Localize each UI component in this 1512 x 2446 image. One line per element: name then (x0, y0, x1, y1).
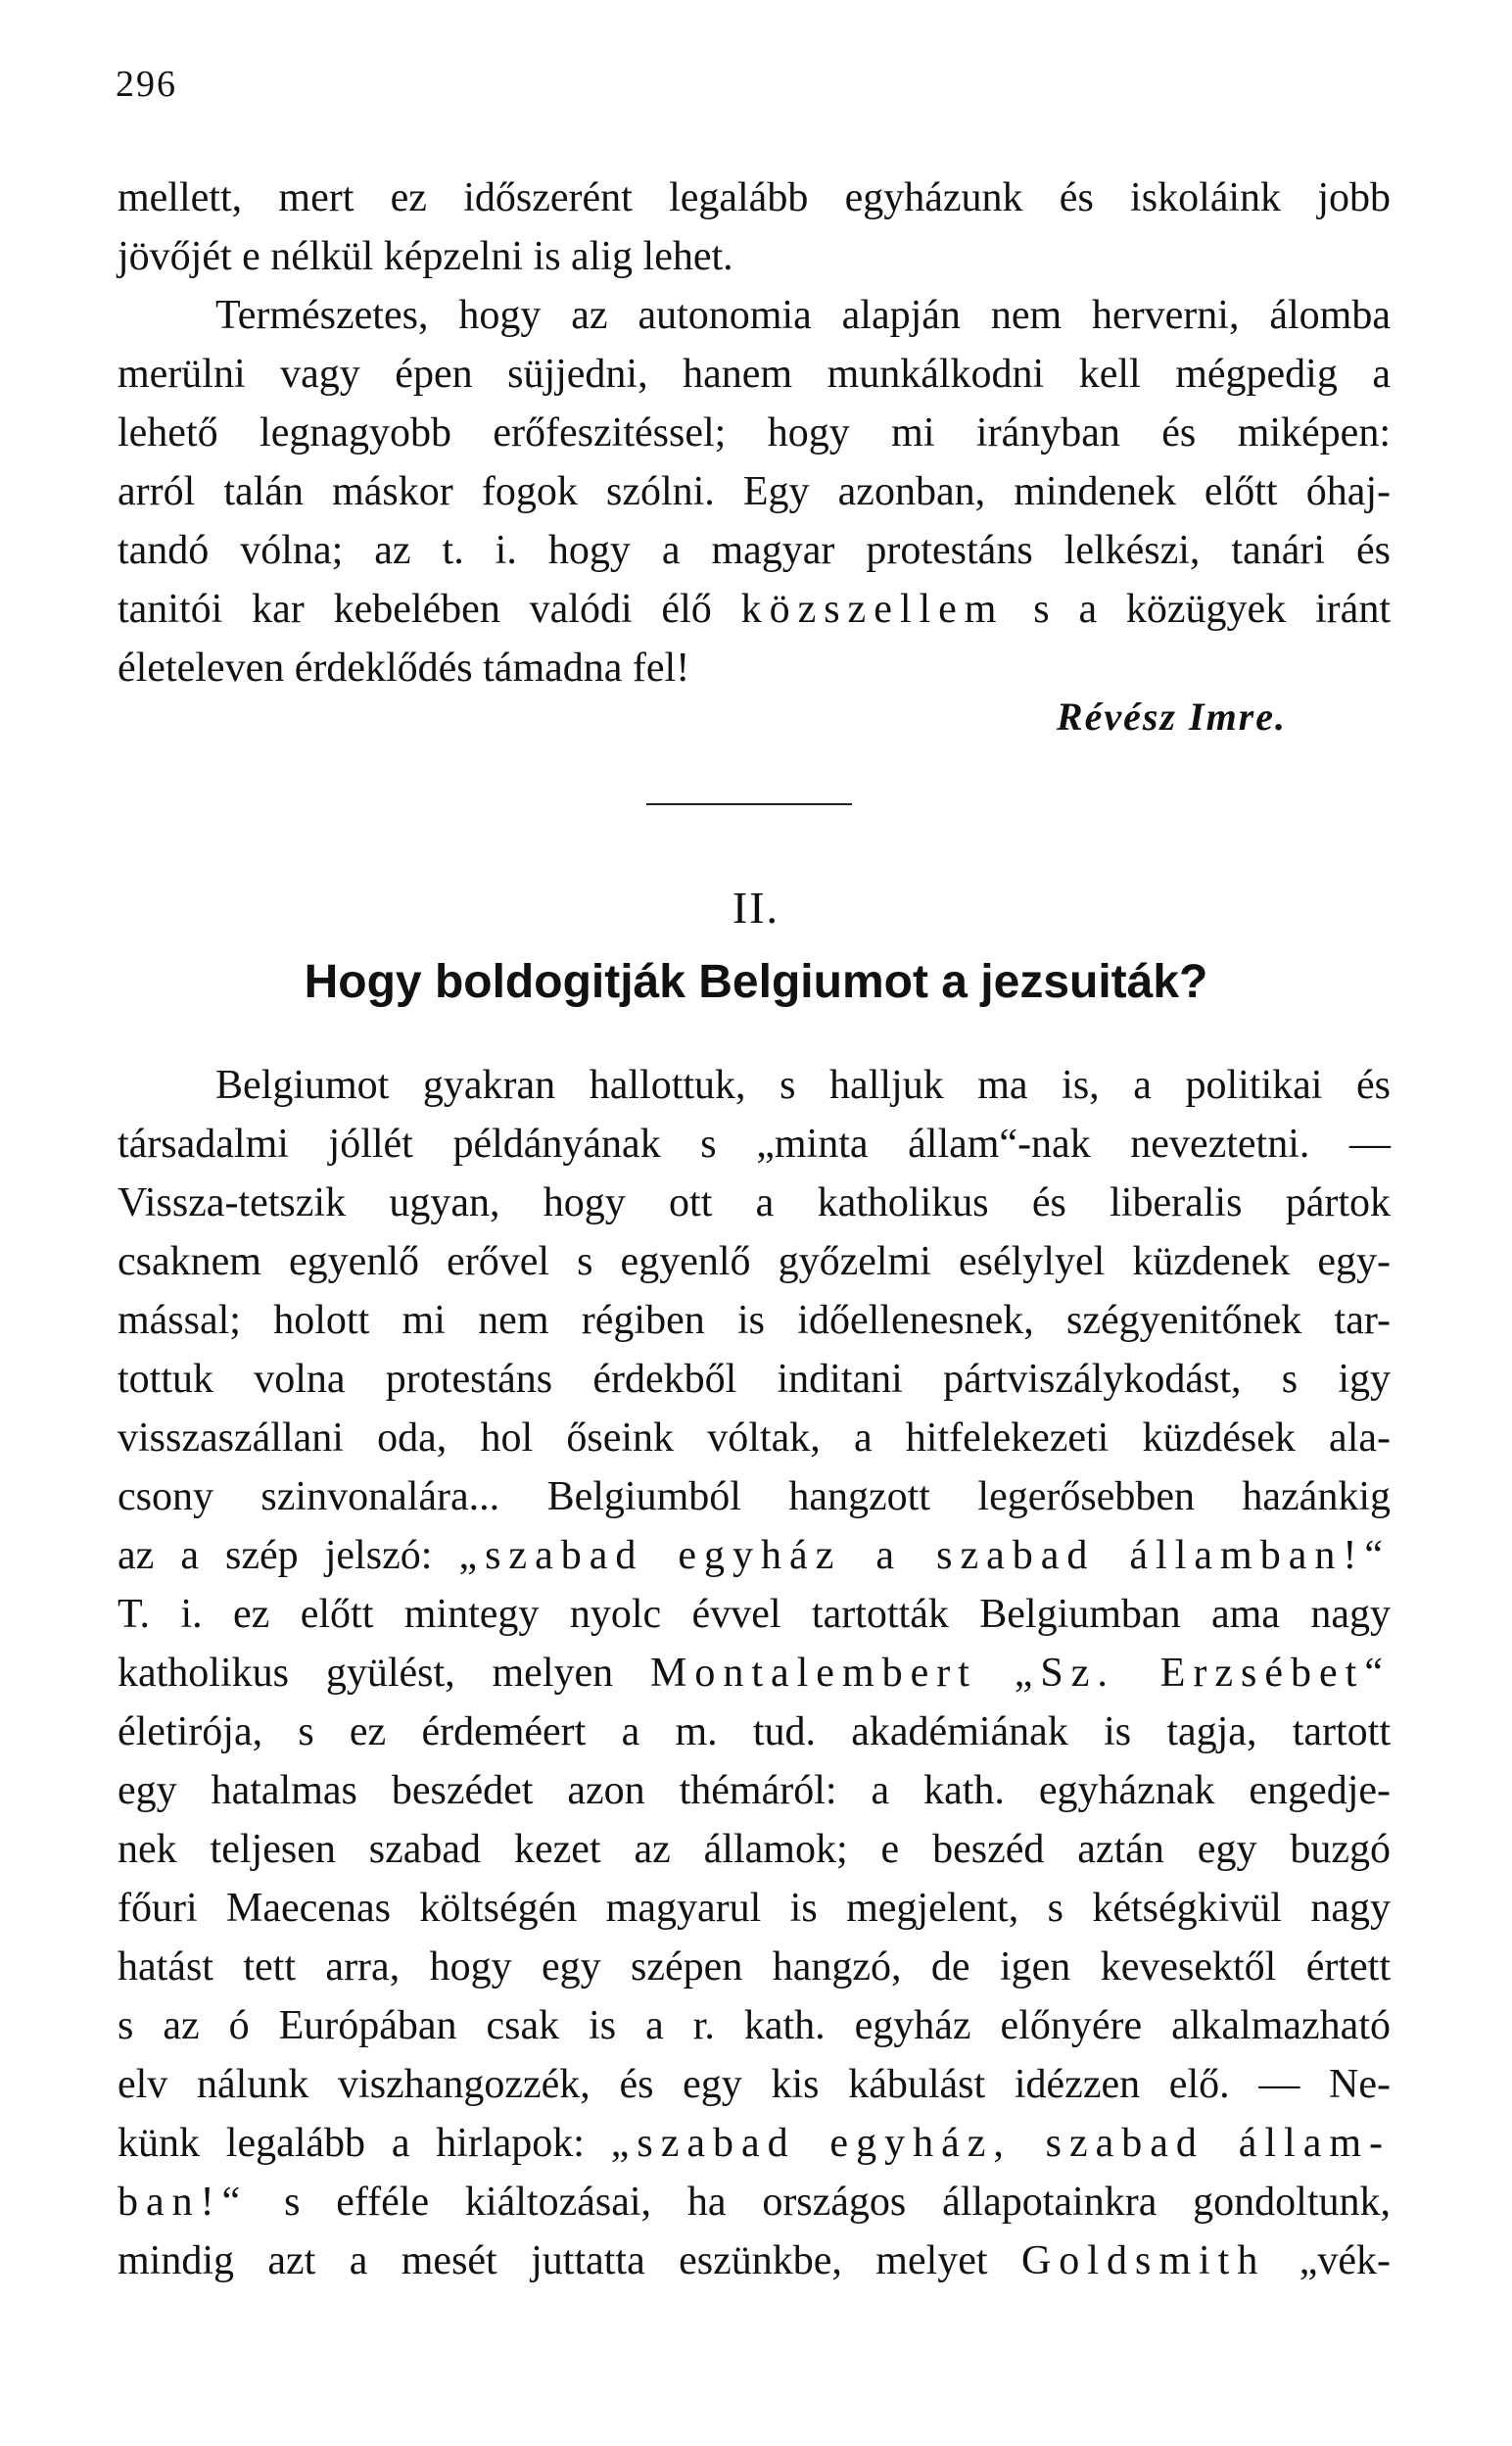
text-line (118, 2173, 1391, 2231)
text-segment: künk legalább a hirlapok: (118, 2121, 611, 2166)
text-line: főuri Maecenas költségén magyarul is megjelent, s kétségkivül nagy (118, 1886, 1391, 1931)
text-line: életeleven érdeklődés támadna fel! (118, 646, 690, 691)
text-segment: katholikus gyülést, melyen (118, 1651, 650, 1696)
text-line: életirója, s ez érdeméert a m. tud. akadémiának is tagja, tartott (118, 1709, 1391, 1754)
emphasized-slogan: „szabad egyház a szabad államban!“ (458, 1533, 1391, 1578)
text-line: társadalmi jóllét példányának s „minta állam“-nak neveztetni. — (118, 1122, 1391, 1167)
text-segment: „vék- (1265, 2238, 1391, 2283)
text-line: tottuk volna protestáns érdekből inditani pártviszálykodást, s igy (118, 1357, 1391, 1402)
text-line: arról talán máskor fogok szólni. Egy azonban, mindenek előtt óhaj- (118, 469, 1391, 514)
text-line: s az ó Európában csak is a r. kath. egyház előnyére alkalmazható (118, 2003, 1391, 2048)
author-signature: Révész Imre. (1056, 695, 1287, 739)
text-line: csony szinvonalára... Belgiumból hangzott legerősebben hazánkig (118, 1474, 1391, 1519)
text-segment: az a szép jelszó: (118, 1533, 459, 1578)
text-line: T. i. ez előtt mintegy nyolc évvel tartották Belgiumban ama nagy (118, 1592, 1391, 1637)
emphasized-name: Montalembert (649, 1651, 977, 1696)
text-line (118, 1644, 1391, 1703)
text-segment: s efféle kiáltozásai, ha országos állapotainkra gondoltunk, (248, 2180, 1391, 2225)
text-line (118, 1526, 1391, 1585)
text-line: Természetes, hogy az autonomia alapján nem herverni, álomba (215, 293, 1391, 338)
text-line: lehető legnagyobb erőfeszitéssel; hogy mi irányban és miképen: (118, 410, 1391, 456)
emphasized-title: „Sz. Erzsébet“ (1014, 1651, 1391, 1696)
text-line: csaknem egyenlő erővel s egyenlő győzelmi esélylyel küzdenek egy- (118, 1239, 1391, 1284)
text-line: merülni vagy épen süjjedni, hanem munkálkodni kell mégpedig a (118, 352, 1391, 397)
text-line: visszaszállani oda, hol őseink vóltak, a hitfelekezeti küzdések ala- (118, 1415, 1391, 1461)
emphasized-name: Goldsmith (1020, 2238, 1266, 2283)
section-title: Hogy boldogitják Belgiumot a jezsuiták? (304, 956, 1208, 1008)
emphasized-slogan: „szabad egyház, szabad állam- (610, 2121, 1391, 2166)
text-segment: mindig azt a mesét juttatta eszünkbe, melyet (118, 2238, 1021, 2283)
text-line: egy hatalmas beszédet azon thémáról: a kath. egyháznak engedje- (118, 1768, 1391, 1813)
emphasized-slogan: ban!“ (118, 2180, 249, 2225)
text-line: mellett, mert ez időszerént legalább egyházunk és iskoláink jobb (118, 175, 1391, 220)
text-line (118, 2114, 1391, 2173)
text-line (118, 580, 1391, 639)
text-line: tandó vólna; az t. i. hogy a magyar protestáns lelkészi, tanári és (118, 528, 1391, 573)
section-number: II. (732, 883, 780, 933)
text-line: Vissza-tetszik ugyan, hogy ott a katholikus és liberalis pártok (118, 1180, 1391, 1225)
text-line: hatást tett arra, hogy egy szépen hangzó, de igen kevesektől értett (118, 1944, 1391, 1990)
section-divider (646, 803, 852, 805)
text-line: mással; holott mi nem régiben is időellenesnek, szégyenitőnek tar- (118, 1298, 1391, 1343)
text-line (118, 2231, 1391, 2290)
text-line: elv nálunk viszhangozzék, és egy kis kábulást idézzen elő. — Ne- (118, 2062, 1391, 2107)
text-segment: tanitói kar kebelében valódi élő (118, 587, 741, 632)
text-line: Belgiumot gyakran hallottuk, s halljuk ma is, a politikai és (215, 1063, 1391, 1108)
emphasized-word: közszellem (740, 587, 1005, 632)
text-line: nek teljesen szabad kezet az államok; e beszéd aztán egy buzgó (118, 1827, 1391, 1872)
text-line: jövőjét e nélkül képzelni is alig lehet. (118, 234, 733, 279)
text-segment: s a közügyek iránt (1004, 587, 1391, 632)
page-number: 296 (116, 64, 177, 105)
